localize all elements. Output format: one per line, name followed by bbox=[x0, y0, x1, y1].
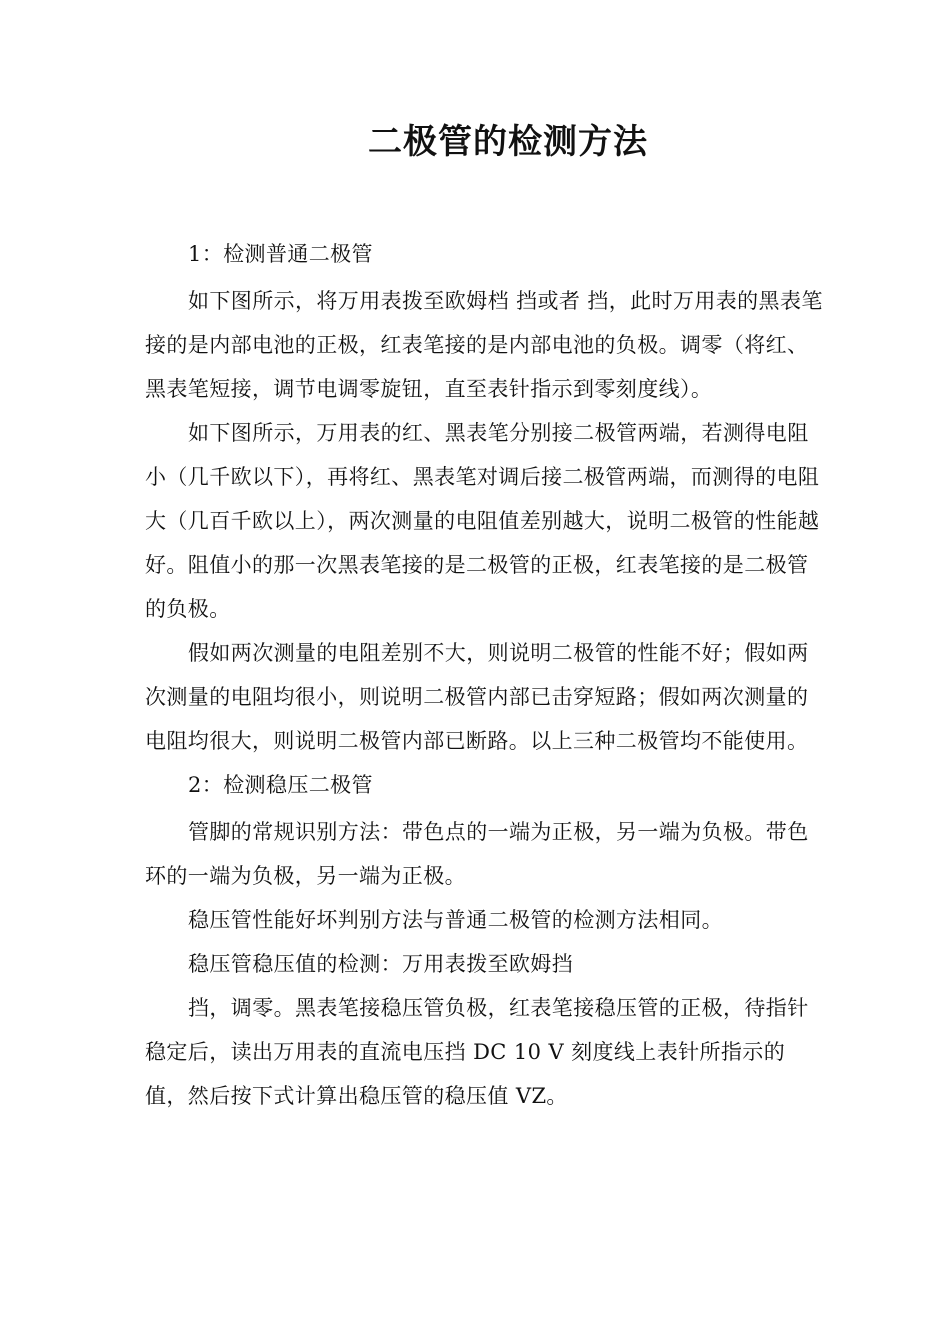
section-heading-2: 2：检测稳压二极管 bbox=[188, 773, 373, 797]
paragraph: 稳压管稳压值的检测：万用表拨至欧姆挡 bbox=[188, 952, 574, 976]
paragraph: 稳压管性能好坏判别方法与普通二极管的检测方法相同。 bbox=[188, 908, 723, 932]
section-heading-1: 1：检测普通二极管 bbox=[188, 242, 373, 266]
paragraph: 如下图所示，万用表的红、黑表笔分别接二极管两端，若测得电阻小（几千欧以下），再将红、黑表笔对调后接二极管两端，而测得的电阻大（几百千欧以上），两次测量的电阻值差别越大，说明二极管的性能越好。阻值小的那一次黑表笔接的是二极管的正极，红表笔接的是二极管的负极。 bbox=[145, 421, 820, 621]
document-title: 二极管的检测方法 bbox=[368, 122, 648, 162]
paragraph: 管脚的常规识别方法：带色点的一端为正极，另一端为负极。带色环的一端为负极，另一端为正极。 bbox=[145, 820, 809, 888]
paragraph: 如下图所示，将万用表拨至欧姆档 挡或者 挡，此时万用表的黑表笔接的是内部电池的正极，红表笔接的是内部电池的负极。调零（将红、黑表笔短接，调节电调零旋钮，直至表针指示到零刻度线）。 bbox=[145, 289, 823, 401]
paragraph: 假如两次测量的电阻差别不大，则说明二极管的性能不好；假如两次测量的电阻均很小，则说明二极管内部已击穿短路；假如两次测量的电阻均很大，则说明二极管内部已断路。以上三种二极管均不能使用。 bbox=[145, 641, 809, 753]
paragraph: 挡，调零。黑表笔接稳压管负极，红表笔接稳压管的正极，待指针稳定后，读出万用表的直流电压挡 DC 10 V 刻度线上表针所指示的值，然后按下式计算出稳压管的稳压值 VZ。 bbox=[145, 996, 809, 1108]
document-body bbox=[145, 232, 825, 1118]
